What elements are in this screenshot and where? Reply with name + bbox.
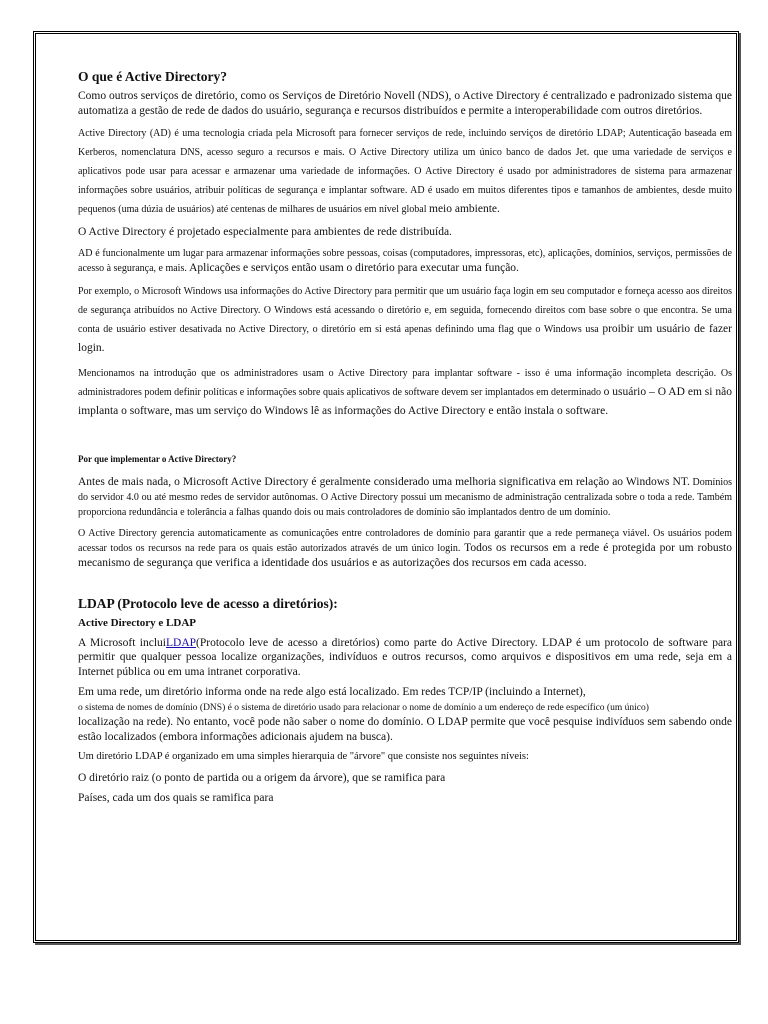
paragraph-directory-network-b: o sistema de nomes de domínio (DNS) é o sistema de diretório usado para relacionar o nome de domínio a um endereço de rede específico (um único): [78, 702, 649, 713]
paragraph-root-directory: O diretório raiz (o ponto de partida ou a origem da árvore), que se ramifica para: [78, 771, 446, 784]
paragraph-ad-definition: [78, 124, 732, 219]
paragraph-ad-definition-end: meio ambiente.: [429, 203, 500, 215]
spacer: [78, 577, 732, 595]
paragraph-directory-network: [78, 685, 732, 744]
document-page: [33, 31, 739, 943]
spacer: [78, 427, 732, 453]
heading-what-is-ad: O que é Active Directory?: [78, 69, 227, 84]
paragraph-storage: [78, 246, 732, 276]
paragraph-countries: Países, cada um dos quais se ramifica para: [78, 792, 274, 804]
paragraph-communications-text: O Active Directory gerencia automaticamente as comunicações entre controladores de domínio para garantir que a rede permaneça viável. Os usuários podem acessar todos os recursos na rede para os quais estão autorizados através de um único login.: [78, 527, 732, 554]
heading-why-implement: Por que implementar o Active Directory?: [78, 453, 237, 464]
paragraph-deploy-software: [78, 364, 732, 421]
paragraph-windows-example: [78, 282, 732, 358]
paragraph-improvement-text: Domínios do servidor 4.0 ou até mesmo redes de servidor autônomas. O Active Directory possui um mecanismo de administração centralizada sobre o toda a rede. Também proporciona redundância e tolerância a falhas quando dois ou mais controladores de domínio são implantados dentro de um domínio.: [78, 476, 732, 518]
paragraph-intro: Como outros serviços de diretório, como os Serviços de Diretório Novell (NDS), o Active Directory é centralizado e padronizado sistema que automatiza a gestão de rede de dados do usuário, segurança e recursos distribuídos e permite a interoperabilidade com outros diretórios.: [78, 90, 732, 117]
ldap-link[interactable]: LDAP: [165, 636, 197, 649]
paragraph-deploy-software-text: Mencionamos na introdução que os administradores usam o Active Directory para implantar software - isso é uma informação incompleta descrição. Os administradores podem definir políticas e informações sobre quais aplicativos de software devem ser implantados em determinado: [78, 367, 732, 398]
paragraph-directory-network-c: localização na rede). No entanto, você pode não saber o nome do domínio. O LDAP permite que você pesquise indivíduos sem sabendo onde estão localizados (embora informações adicionais ajudem na busca).: [78, 716, 732, 743]
paragraph-windows-example-end: proibir um usuário de fazer login.: [78, 322, 732, 354]
heading-ldap: LDAP (Protocolo leve de acesso a diretórios):: [78, 595, 338, 611]
paragraph-ad-definition-text: Active Directory (AD) é uma tecnologia criada pela Microsoft para fornecer serviços de rede, incluindo serviços de diretório LDAP; Autenticação baseada em Kerberos, nomenclatura DNS, acesso seguro a recursos e mais. O Active Directory utiliza um único banco de dados Jet. que uma variedade de serviços e aplicativos pode usar para acessar e armazenar uma variedade de informações. O Active Directory é usado por administradores de sistema para armazenar informações sobre usuários, atribuir políticas de segurança e implantar software. AD é usado em muitos diferentes tipos e tamanhos de ambientes, desde muito pequenos (uma dúzia de usuários) até centenas de milhares de usuários em nível global: [78, 128, 732, 215]
paragraph-deploy-software-end: o usuário – O AD em si não implanta o software, mas um serviço do Windows lê as informações do Active Directory e então instala o software.: [78, 385, 733, 417]
paragraph-directory-network-a: Em uma rede, um diretório informa onde na rede algo está localizado. Em redes TCP/IP (incluindo a Internet),: [78, 686, 586, 698]
paragraph-communications: [78, 526, 732, 571]
paragraph-ldap-intro-post: (Protocolo leve de acesso a diretórios) como parte do Active Directory. LDAP é um protocolo de software para permitir que qualquer pessoa localize organizações, indivíduos e outros recursos, como arquivos e dispositivos em uma rede, seja em a Internet pública ou em uma intranet corporativa.: [78, 636, 732, 678]
heading-ad-and-ldap: Active Directory e LDAP: [78, 616, 196, 629]
paragraph-ldap-intro-pre: A Microsoft inclui: [78, 636, 166, 649]
paragraph-distributed: O Active Directory é projetado especialmente para ambientes de rede distribuída.: [78, 226, 452, 238]
document-content: [78, 68, 732, 812]
paragraph-storage-text: AD é funcionalmente um lugar para armazenar informações sobre pessoas, coisas (computadores, impressoras, etc), aplicações, domínios, serviços, permissões de acesso à segurança, e mais.: [78, 247, 732, 274]
paragraph-improvement-lead: Antes de mais nada, o Microsoft Active Directory é geralmente considerado uma melhoria significativa em relação ao Windows NT.: [78, 475, 690, 488]
paragraph-improvement: [78, 475, 732, 520]
paragraph-ldap-intro: [78, 636, 732, 680]
paragraph-communications-end: Todos os recursos em a rede é protegida por um robusto mecanismo de segurança que verifica a identidade dos usuários e as autorizações dos recursos em cada acesso.: [78, 541, 732, 569]
paragraph-storage-end: Aplicações e serviços então usam o diretório para executar uma função.: [186, 261, 519, 274]
paragraph-windows-example-text: Por exemplo, o Microsoft Windows usa informações do Active Directory para permitir que um usuário faça login em seu computador e forneça acesso aos direitos de segurança atribuídos no Active Directory. O Windows está acessando o diretório e, em seguida, fornecendo direitos com base sobre o que encontra. Se uma conta de usuário estiver desativada no Active Directory, o diretório em si está apenas definindo uma flag que o Windows usa: [78, 285, 732, 335]
paragraph-tree-hierarchy: Um diretório LDAP é organizado em uma simples hierarquia de "árvore" que consiste nos seguintes níveis:: [78, 751, 529, 762]
